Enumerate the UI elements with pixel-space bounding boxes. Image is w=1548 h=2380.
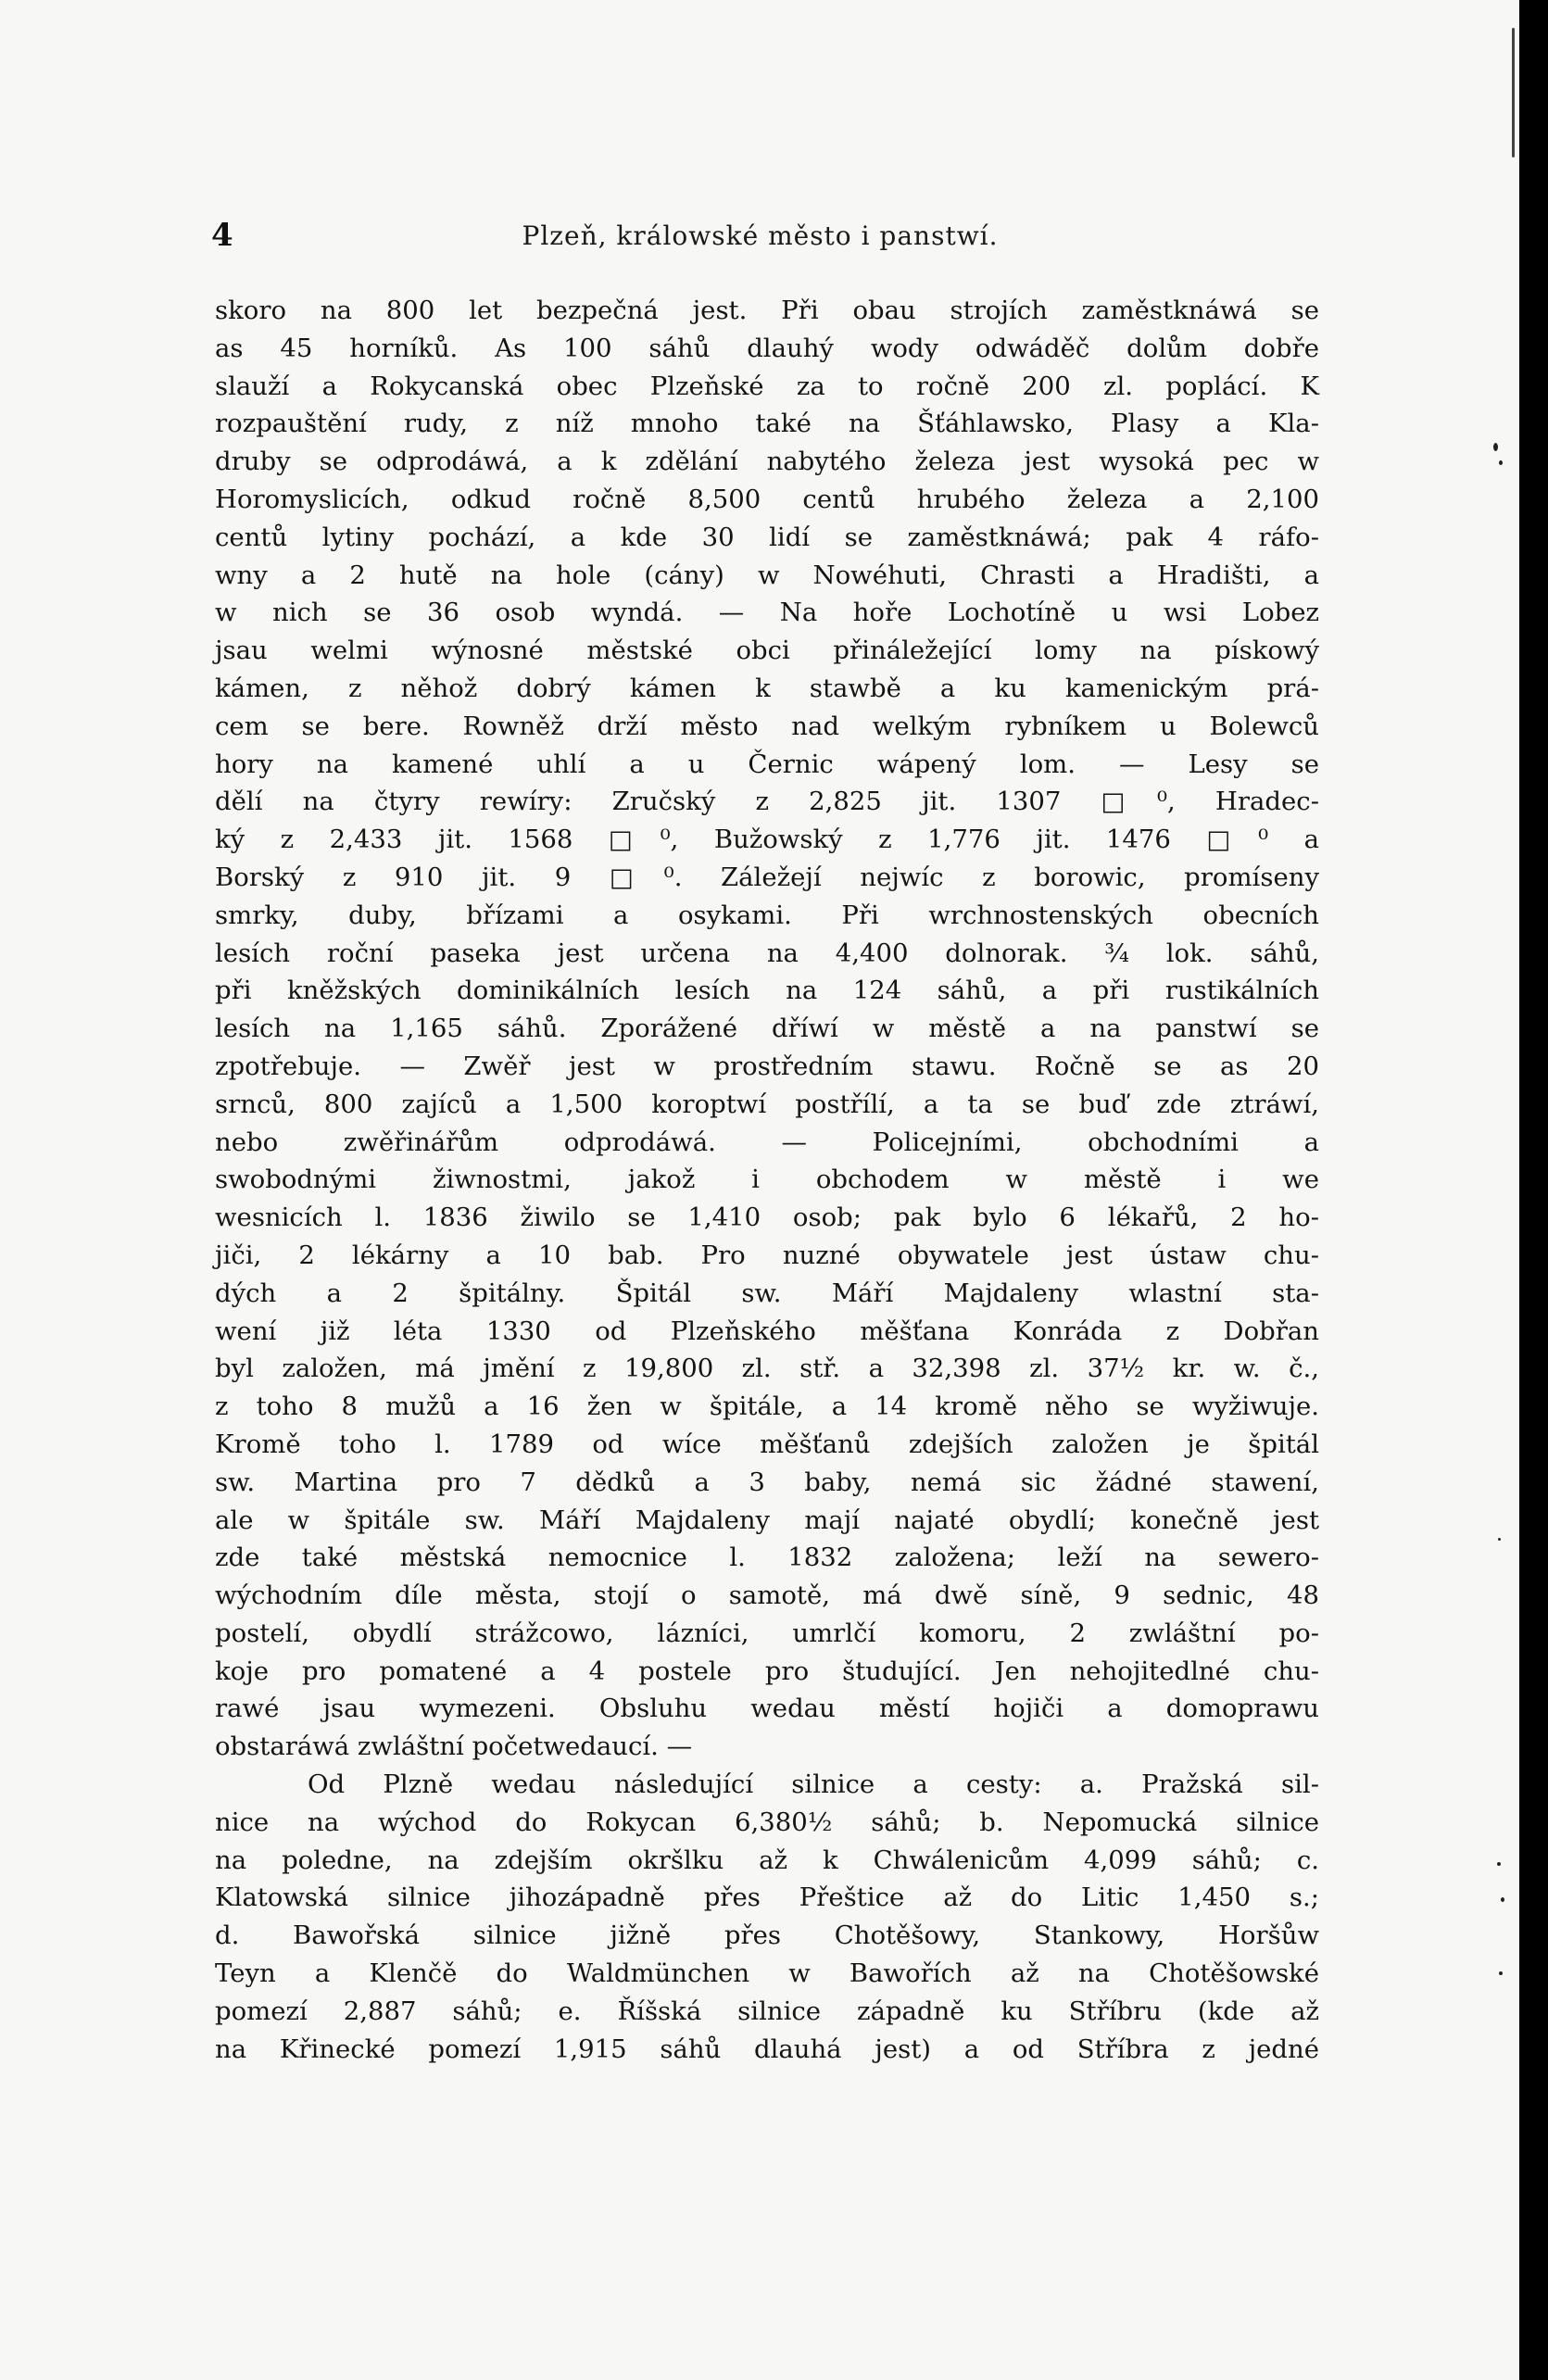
- text-line: lesích na 1,165 sáhů. Zporážené dříwí w městě a na panstwí se: [215, 1014, 1319, 1044]
- text-line: Teyn a Klenčě do Waldmünchen w Bawořích až na Chotěšowské: [215, 1958, 1319, 1989]
- text-line: wny a 2 hutě na hole (cány) w Nowéhuti, Chrasti a Hradišti, a: [215, 560, 1319, 590]
- text-line: dělí na čtyry rewíry: Zručský z 2,825 jit. 1307 □⁰, Hradec-: [215, 787, 1319, 817]
- text-line: lesích roční paseka jest určena na 4,400 dolnorak. ¾ lok. sáhů,: [215, 938, 1319, 968]
- text-line: sw. Martina pro 7 dědků a 3 baby, nemá sic žádné stawení,: [215, 1467, 1319, 1497]
- text-line: hory na kamené uhlí a u Černic wápený lom. — Lesy se: [215, 749, 1319, 779]
- text-line: ale w špitále sw. Máří Majdaleny mají najaté obydlí; konečně jest: [215, 1505, 1319, 1535]
- text-line: postelí, obydlí strážcowo, lázníci, umrlčí komoru, 2 zwláštní po-: [215, 1618, 1319, 1648]
- text-line: z toho 8 mužů a 16 žen w špitále, a 14 kromě něho se wyžiwuje.: [215, 1391, 1319, 1422]
- text-line: nebo zwěřinářům odprodáwá. — Policejními, obchodními a: [215, 1127, 1319, 1157]
- text-line: Horomyslicích, odkud ročně 8,500 centů hrubého železa a 2,100: [215, 484, 1319, 514]
- paragraph-start-line: Od Plzně wedau následující silnice a cesty: a. Pražská sil-: [308, 1769, 1319, 1800]
- text-line: jiči, 2 lékárny a 10 bab. Pro nuzné obywatele jest ústaw chu-: [215, 1240, 1319, 1270]
- text-line: jsau welmi wýnosné městské obci přináležející lomy na pískowý: [215, 636, 1319, 666]
- text-line: centů lytiny pochází, a kde 30 lidí se zaměstknáwá; pak 4 ráfo-: [215, 522, 1319, 552]
- text-line: nice na wýchod do Rokycan 6,380½ sáhů; b. Nepomucká silnice: [215, 1807, 1319, 1837]
- text-line: kámen, z něhož dobrý kámen k stawbě a ku kamenickým prá-: [215, 673, 1319, 703]
- text-line: obstaráwá zwláštní početwedaucí. —: [215, 1731, 693, 1762]
- text-line: pomezí 2,887 sáhů; e. Říšská silnice západně ku Stříbru (kde až: [215, 1996, 1319, 2026]
- scan-speck: [1498, 1538, 1501, 1541]
- text-line: d. Bawořská silnice jižně přes Chotěšowy, Stankowy, Horšůw: [215, 1920, 1319, 1951]
- scan-speck: [1501, 1897, 1504, 1902]
- page-number: 4: [211, 217, 233, 254]
- body-text: [215, 292, 1319, 2068]
- scan-speck: [1493, 443, 1498, 451]
- text-line: při kněžských dominikálních lesích na 124 sáhů, a při rustikálních: [215, 976, 1319, 1006]
- text-line: na poledne, na zdejším okršlku až k Chwálenicům 4,099 sáhů; c.: [215, 1845, 1319, 1875]
- scan-border: [1519, 0, 1548, 2380]
- running-title: Plzeň, králowské město i panstwí.: [522, 220, 999, 251]
- text-line: smrky, duby, břízami a osykami. Při wrchnostenských obecních: [215, 900, 1319, 930]
- scan-speck: [1499, 1971, 1503, 1975]
- text-line: Klatowská silnice jihozápadně přes Přeštice až do Litic 1,450 s.;: [215, 1883, 1319, 1913]
- text-line: rawé jsau wymezeni. Obsluhu wedau městí hojiči a domoprawu: [215, 1694, 1319, 1724]
- text-line: na Křinecké pomezí 1,915 sáhů dlauhá jest) a od Stříbra z jedné: [215, 2034, 1319, 2064]
- text-line: zde také městská nemocnice l. 1832 založena; leží na sewero-: [215, 1543, 1319, 1573]
- text-line: as 45 horníků. As 100 sáhů dlauhý wody odwáděč dolům dobře: [215, 333, 1319, 363]
- text-line: ký z 2,433 jit. 1568 □⁰, Bužowský z 1,776 jit. 1476 □⁰ a: [215, 825, 1319, 855]
- text-line: w nich se 36 osob wyndá. — Na hoře Lochotíně u wsi Lobez: [215, 598, 1319, 628]
- text-line: skoro na 800 let bezpečná jest. Při obau strojích zaměstknáwá se: [215, 296, 1319, 325]
- page-header: [211, 217, 1309, 258]
- text-line: Borský z 910 jit. 9 □⁰. Záležejí nejwíc z borowic, promíseny: [215, 862, 1319, 892]
- text-line: druby se odprodáwá, a k zdělání nabytého železa jest wysoká pec w: [215, 447, 1319, 477]
- text-line: Kromě toho l. 1789 od wíce měšťanů zdejších založen je špitál: [215, 1429, 1319, 1459]
- text-line: wýchodním díle města, stojí o samotě, má dwě síně, 9 sednic, 48: [215, 1580, 1319, 1611]
- text-line: srnců, 800 zajíců a 1,500 koroptwí postřílí, a ta se buď zde ztráwí,: [215, 1089, 1319, 1119]
- text-line: swobodnými žiwnostmi, jakož i obchodem w městě i we: [215, 1165, 1319, 1195]
- text-line: cem se bere. Rowněž drží město nad welkým rybníkem u Bolewců: [215, 711, 1319, 741]
- text-line: byl založen, má jmění z 19,800 zl. stř. a 32,398 zl. 37½ kr. w. č.,: [215, 1354, 1319, 1384]
- text-line: dých a 2 špitálny. Špitál sw. Máří Majdaleny wlastní sta-: [215, 1278, 1319, 1308]
- text-line: rozpauštění rudy, z níž mnoho také na Šťáhlawsko, Plasy a Kla-: [215, 409, 1319, 439]
- scan-speck: [1512, 28, 1515, 157]
- text-line: wesnicích l. 1836 žiwilo se 1,410 osob; pak bylo 6 lékařů, 2 ho-: [215, 1203, 1319, 1233]
- scan-speck: [1499, 460, 1503, 465]
- text-line: slauží a Rokycanská obec Plzeňské za to ročně 200 zl. poplácí. K: [215, 371, 1319, 401]
- text-line: zpotřebuje. — Zwěř jest w prostředním stawu. Ročně se as 20: [215, 1051, 1319, 1081]
- scan-speck: [1497, 1862, 1501, 1866]
- text-line: koje pro pomatené a 4 postele pro študující. Jen nehojitedlné chu-: [215, 1656, 1319, 1686]
- text-line: wení již léta 1330 od Plzeňského měšťana Konráda z Dobřan: [215, 1316, 1319, 1346]
